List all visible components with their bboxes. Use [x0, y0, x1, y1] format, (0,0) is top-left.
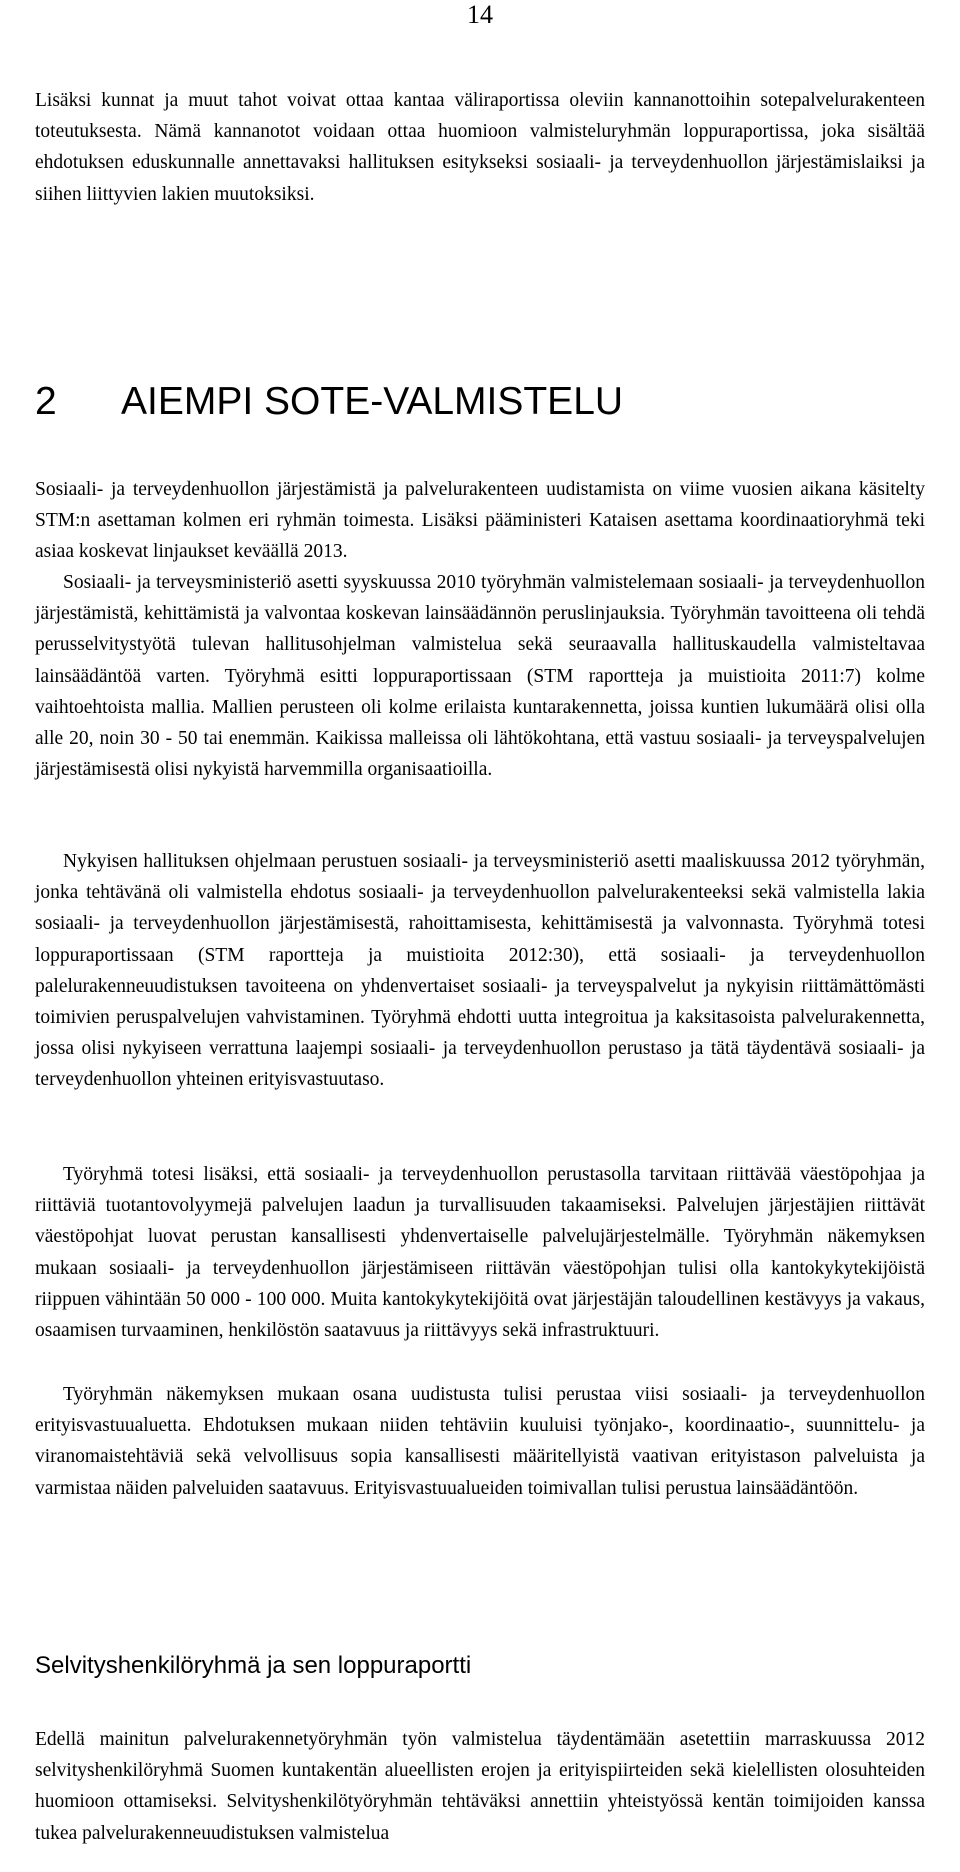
section-paragraph-1: Sosiaali- ja terveydenhuollon järjestämistä ja palvelurakenteen uudistamista on viime vuosien aikana käsitelty STM:n asettaman kolmen eri ryhmän toimesta. Lisäksi pääministeri Kataisen asettama koordinaatioryhmä teki asiaa koskevat linjaukset keväällä 2013. — [35, 479, 925, 563]
section-paragraph-5: Työryhmän näkemyksen mukaan osana uudistusta tulisi perustaa viisi sosiaali- ja terveydenhuollon erityisvastuualuetta. Ehdotuksen mukaan niiden tehtäviin kuuluisi työnjako-, koordinaatio-, suunnittelu- ja viranomaistehtäviä sekä velvollisuus sopia kansallisesti määritellyistä vaativan erityistason palveluista ja varmistaa näiden palveluiden saatavuus. Erityisvastuualueiden toimivallan tulisi perustua lainsäädäntöön. — [35, 1384, 925, 1499]
section-number: 2 — [35, 380, 57, 423]
section-paragraph-4: Työryhmä totesi lisäksi, että sosiaali- ja terveydenhuollon perustasolla tarvitaan riittävää väestöpohjaa ja riittäviä tuotantovolyymejä palvelujen laadun ja turvallisuuden takaamiseksi. Palvelujen järjestäjien riittävät väestöpohjat luovat perustan kansallisesti yhdenvertaiselle palvelujärjestelmälle. Työryhmän näkemyksen mukaan sosiaali- ja terveydenhuollon järjestämiseen riittävän väestöpohjan tulisi olla kantokykytekijöistä riippuen vähintään 50 000 - 100 000. Muita kantokykytekijöitä ovat järjestäjän taloudellinen kestävyys ja vakaus, osaamisen turvaaminen, henkilöstön saatavuus ja riittävyys sekä infrastruktuuri. — [35, 1164, 925, 1342]
section-paragraph-2: Sosiaali- ja terveysministeriö asetti syyskuussa 2010 työryhmän valmistelemaan sosiaali- ja terveydenhuollon järjestämistä, kehittämistä ja valvontaa koskevan lainsäädännön peruslinjauksia. Työryhmän tavoitteena oli tehdä perusselvitystyötä tulevan hallitusohjelman valmistelua sekä seuraavalla hallituskaudella valmisteltavaa lainsäädäntöä varten. Työryhmä esitti loppuraportissaan (STM raportteja ja muistioita 2011:7) kolme vaihtoehtoista mallia. Mallien perusteen oli kolme erilaista kuntarakennetta, joissa kuntien lukumäärä olisi olla alle 20, noin 30 - 50 tai enemmän. Kaikissa malleissa oli lähtökohtana, että vastuu sosiaali- ja terveyspalvelujen järjestämisestä olisi nykyistä harvemmilla organisaatioilla. — [35, 572, 925, 781]
section-paragraph-3: Nykyisen hallituksen ohjelmaan perustuen sosiaali- ja terveysministeriö asetti maaliskuussa 2012 työryhmän, jonka tehtävänä oli valmistella ehdotus sosiaali- ja terveydenhuollon palvelurakenteeksi sekä valmistella lakia sosiaali- ja terveydenhuollon järjestämisestä, rahoittamisesta, kehittämisestä ja valvonnasta. Työryhmä totesi loppuraportissaan (STM raportteja ja muistioita 2012:30), että sosiaali- ja terveydenhuollon palelurakenneuudistuksen tavoiteena on yhdenvertaiset sosiaali- ja terveyspalvelut ja nykyisin riittämättömästi toimivien peruspalvelujen vahvistaminen. Työryhmä ehdotti uutta integroitua ja kaksitasoista palvelurakennetta, jossa olisi nykyiseen verrattuna laajempi sosiaali- ja terveydenhuollon perustaso ja tätä täydentävä sosiaali- ja terveydenhuollon yhteinen erityisvastuutaso. — [35, 851, 925, 1091]
subsection-heading: Selvityshenkilöryhmä ja sen loppuraportti — [35, 1652, 472, 1679]
intro-paragraph: Lisäksi kunnat ja muut tahot voivat ottaa kantaa väliraportissa oleviin kannanottoihin sotepalvelurakenteen toteutuksesta. Nämä kannanotot voidaan ottaa huomioon valmisteluryhmän loppuraportissa, joka sisältää ehdotuksen eduskunnalle annettavaksi hallituksen esitykseksi sosiaali- ja terveydenhuollon järjestämislaiksi ja siihen liittyvien lakien muutoksiksi. — [35, 90, 925, 205]
page-number: 14 — [467, 0, 493, 29]
subsection-paragraph: Edellä mainitun palvelurakennetyöryhmän työn valmistelua täydentämään asetettiin marraskuussa 2012 selvityshenkilöryhmä Suomen kuntakentän alueellisten erojen ja erityispiirteiden sekä kielellisten olosuhteiden huomioon ottamiseksi. Selvityshenkilötyöryhmän tehtäväksi annettiin yhteistyössä kentän toimijoiden kanssa tukea palvelurakenneuudistuksen valmistelua — [35, 1729, 925, 1844]
section-title: AIEMPI SOTE-VALMISTELU — [121, 380, 624, 423]
section-heading — [35, 378, 623, 426]
